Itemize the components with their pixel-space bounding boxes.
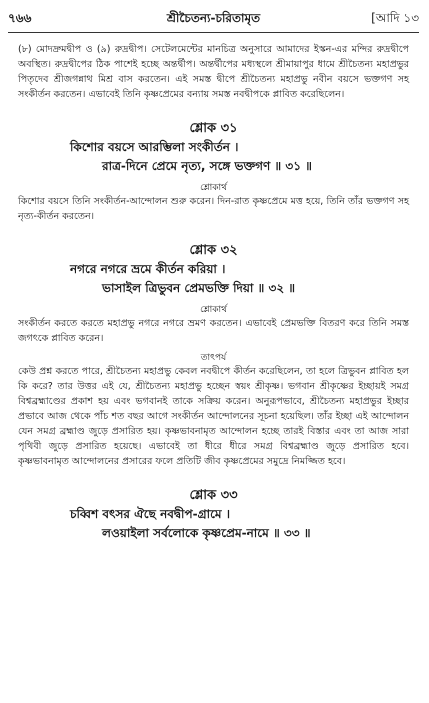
verse-32-translation-label: শ্লোকার্থ <box>200 305 227 315</box>
verse-31-translation: কিশোর বয়সে তিনি সংকীর্তন-আন্দোলন শুরু করেন। দিন-রাত কৃষ্ণপ্রেমে মত্ত হয়ে, তিনি তাঁর ভক্তগণ সহ নৃত্য-কীর্তন করতেন। <box>18 196 409 222</box>
verse-32-heading: শ্লোক ৩২ <box>189 243 238 258</box>
verse-31-line-2: রাত্র-দিনে প্রেমে নৃত্য, সঙ্গে ভক্তগণ ॥ ৩১ ॥ <box>102 159 312 173</box>
page-number: ৭৬৬ <box>8 11 32 25</box>
verse-33-line-1: চব্বিশ বৎসর ঐছে নবদ্বীপ-গ্রামে । <box>70 507 231 521</box>
running-title: শ্রীচৈতন্য-চরিতামৃত <box>166 11 261 25</box>
chapter-reference: [আদি ১৩ <box>371 11 419 25</box>
verse-33-line-2: লওয়াইলা সর্বলোকে কৃষ্ণপ্রেম-নামে ॥ ৩৩ ॥ <box>102 526 311 540</box>
verse-31-heading: শ্লোক ৩১ <box>189 121 238 136</box>
verse-32-purport: কেউ প্রশ্ন করতে পারে, শ্রীচৈতন্য মহাপ্রভু কেবল নবদ্বীপে কীর্তন করেছিলেন, তা হলে ত্রিভুবন প্লাবিত হল কি করে? তার উত্তর এই যে, শ্রীচৈতন্য মহাপ্রভু হচ্ছেন স্বয়ং শ্রীকৃষ্ণ। ভগবান শ্রীকৃষ্ণের ইচ্ছায়ই সমগ্র বিশ্বব্রহ্মাণ্ডের প্রকাশ হয় এবং ভগবানই তাকে সক্রিয় করেন। অনুরূপভাবে, শ্রীচৈতন্য মহাপ্রভুর ইচ্ছার প্রভাবে আজ থেকে পাঁচ শত বছর আগে সংকীর্তন আন্দোলনের সূচনা হয়েছিল। তাঁর ইচ্ছা এই আন্দোলন যেন সমগ্র ব্রহ্মাণ্ড জুড়ে প্রসারিত হয়। কৃষ্ণভাবনামৃত আন্দোলন হচ্ছে তারই বিস্তার এবং তা আজ সারা পৃথিবী জুড়ে প্রসারিত হয়েছে। এভাবেই তা ধীরে ধীরে সমগ্র বিশ্বব্রহ্মাণ্ড জুড়ে প্রসারিত হবে। কৃষ্ণভাবনামৃত আন্দোলনের প্রসারের ফলে প্রতিটি জীব কৃষ্ণপ্রেমের সমুদ্রে নিমজ্জিত হবে। <box>18 366 409 467</box>
verse-32-purport-label: তাৎপর্য <box>200 353 227 363</box>
verse-31-line-1: কিশোর বয়সে আরম্ভিলা সংকীর্তন । <box>70 140 239 154</box>
verse-33-heading: শ্লোক ৩৩ <box>189 488 238 503</box>
page-header <box>8 10 419 32</box>
header-rule <box>8 32 419 33</box>
previous-purport-ending: (৮) মোদদ্রুমদ্বীপ ও (৯) রুদ্রদ্বীপ। সেটেলমেন্টের মানচিত্র অনুসারে আমাদের ইস্কন-এর মন্দির রুদ্রদ্বীপে অবস্থিত। রুদ্রদ্বীপের ঠিক পাশেই হচ্ছে অন্তর্দ্বীপ। অন্তর্দ্বীপের মধ্যস্থলে শ্রীমায়াপুর ধামে শ্রীচৈতন্য মহাপ্রভুর পিতৃদেব শ্রীজগন্নাথ মিশ্র বাস করতেন। এই সমস্ত দ্বীপে শ্রীচৈতন্য মহাপ্রভু নবীন বয়সে ভক্তগণ সহ সংকীর্তন করতেন। এভাবেই তিনি কৃষ্ণপ্রেমের বন্যায় সমস্ত নবদ্বীপকে প্লাবিত করেছিলেন। <box>18 44 409 100</box>
verse-32-line-2: ভাসাইল ত্রিভুবন প্রেমভক্তি দিয়া ॥ ৩২ ॥ <box>102 281 296 295</box>
verse-31-translation-label: শ্লোকার্থ <box>200 183 227 193</box>
verse-32-translation: সংকীর্তন করতে করতে মহাপ্রভু নগরে নগরে ভ্রমণ করতেন। এভাবেই প্রেমভক্তি বিতরণ করে তিনি সমস্ত জগৎকে প্লাবিত করেন। <box>18 318 409 344</box>
verse-32-line-1: নগরে নগরে ভ্রমে কীর্তন করিয়া । <box>70 262 226 276</box>
page-body <box>18 42 409 543</box>
